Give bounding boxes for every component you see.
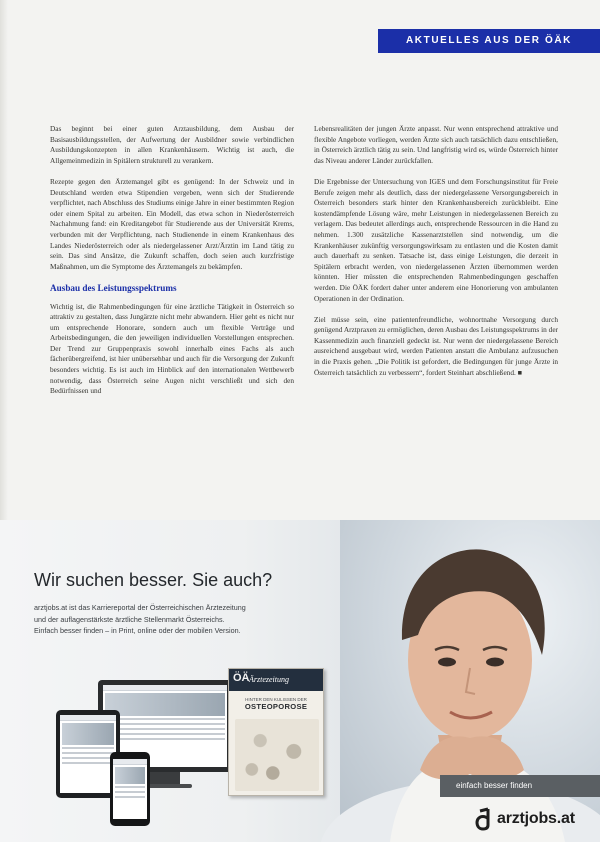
magazine-masthead [229, 669, 323, 691]
screen-text-lines [115, 786, 145, 798]
article-paragraph: Das beginnt bei einer guten Arztausbildung, dem Ausbau der Basisausbildungsstellen, der Aufwertung der Ausbildner sowie verbindlichen Ausbildungskonzepten in allen Krankenhäusern. Wichtig ist auch, die Allgemeinmedizin in Spitälern strukturell zu verankern. [50, 124, 294, 165]
arztjobs-logo-icon [474, 807, 494, 831]
monitor-stand [150, 772, 180, 784]
screen-text-lines [105, 718, 225, 740]
phone-screen [113, 759, 147, 819]
screen-hero-image [115, 767, 145, 784]
ad-body-line: arztjobs.at ist das Karriereportal der Österreichischen Ärztezeitung [34, 603, 246, 612]
arztjobs-logo [474, 805, 575, 833]
arztjobs-logo-text: arztjobs.at [497, 810, 575, 827]
ad-body-line: Einfach besser finden – in Print, online oder der mobilen Version. [34, 626, 241, 635]
section-title: AKTUELLES AUS DER ÖÄK [405, 35, 572, 46]
screen-navbar [60, 715, 116, 721]
ad-body-line: und der auflagenstärkste ärztliche Stellenmarkt Österreichs. [34, 614, 225, 624]
article-paragraph: Die Ergebnisse der Untersuchung von IGES und dem Forschungsinstitut für Freie Berufe zeigen mehr als deutlich, dass der niedergelassene Versorgungsbereich in Österreich besonders stark hinter den Krankenhausbereich zurückbleibt. Eine kostendämpfende Lösung wäre, mehr Leistungen in niedergelassenen Bereich zu verlagern. Das bedeutet allerdings auch, entsprechende Ressourcen in die Hand zu nehmen. 1.300 zusätzliche Kassenarztstellen sind notwendig, um die Krankenhäuser zukünftig versorgungswirksam zu entlasten und die Kosten damit auch dauerhaft zu senken. Tatsache ist, dass einige Leistungen, die derzeit in Spitälern erbracht werden, von niedergelassenen Ärzten übernommen werden könnten. Hier müssten die entsprechenden Rahmenbedingungen geschaffen werden. Die ÖÄK fordert daher unter anderem eine Honorierung von ambulanten Operationen in der Ordination. [314, 176, 558, 303]
section-header-bar [378, 29, 600, 53]
article-paragraph: Rezepte gegen den Ärztemangel gibt es genügend: In der Schweiz und in Deutschland werden etwa Stipendien vergeben, wenn sich der Studierende verpflichtet, nach Abschluss des Studiums einige Jahre in einer bestimmten Region oder einem Spital zu arbeiten. Ein Modell, das etwa schon in Niederösterreich Nachahmung fand: ein Kreditangebot für Studierende aus der Universität Krems, verbunden mit der Verpflichtung, nach Studienende in einem Krankenhaus des Landes Niederösterreich oder als niedergelassener Arzt/Ärztin im Land tätig zu sein. Das sind Ansätze, die Zukunft schaffen, doch seien auch kurzfristige Maßnahmen, um die Symptome des Ärztemangels zu bekämpfen. [50, 176, 294, 271]
ad-tagline-box [440, 775, 600, 797]
screen-text-lines [62, 747, 114, 764]
screen-hero-image [105, 693, 225, 716]
magazine-kicker: HINTER DEN KULISSEN DER [245, 697, 307, 702]
article-paragraph: Wichtig ist, die Rahmenbedingungen für eine ärztliche Tätigkeit in Österreich so attraktiv zu gestalten, dass Jungärzte nicht mehr abwandern. Hier geht es nicht nur um entsprechende Honorare, sondern auch um flexible Verträge und Arbeitsbedingungen, die den jeweiligen individuellen Vorstellungen entsprechen. Der Trend zur Gruppenpraxis sowohl innerhalb eines Fachs als auch fächerübergreifend, ist hier unübersehbar und auch für die Versorgung der Zukunft besonders wichtig. Es ist auch im Hinblick auf den internationalen Wettbewerb notwendig, dass Österreich seine Augen nicht verschließt und sich den Bedürfnissen und [50, 301, 294, 396]
screen-navbar [103, 685, 227, 691]
magazine-masthead-name: Ärztezeitung [249, 675, 289, 684]
article-paragraph: Lebensrealitäten der jungen Ärzte anpasst. Nur wenn entsprechend attraktive und flexible Angebote vorliegen, werden Ärzte sich auch tatsächlich dazu entschließen, in Österreich ärztlich tätig zu sein. Und langfristig wird es, würde Österreich hinter das Niveau anderer Länder zurückfallen. [314, 124, 558, 165]
arztjobs-advertisement [0, 520, 600, 842]
ad-body-text [34, 602, 324, 637]
ad-tagline: einfach besser finden [456, 781, 533, 790]
screen-hero-image [62, 723, 114, 745]
magazine-logo-icon: ÖÄ [233, 672, 250, 684]
article-column-left [50, 124, 294, 407]
article-paragraph: Ziel müsse sein, eine patientenfreundliche, wohnortnahe Versorgung durch genügend Arztpraxen zu ermöglichen, deren Ausbau des Leistungsspektrums in der Kassenmedizin auch finanziell gedeckt ist. Nur wenn der niedergelassene Bereich ausreichend ausgebaut wird, werden Patienten anstatt die Ambulanz aufzusuchen in die Praxis gehen. „Die Politik ist gefordert, die Bedingungen für junge Ärzte in Österreich tatsächlich zu verbessern“, fordert Steinhart abschließend. ■ [314, 314, 558, 377]
smartphone-mockup [110, 752, 150, 826]
tablet-screen [60, 715, 116, 793]
magazine-cover-title: OSTEOPOROSE [244, 702, 308, 711]
article-subheading: Ausbau des Leistungsspektrums [50, 282, 177, 293]
screen-navbar [113, 759, 147, 765]
magazine-cover-mockup [228, 668, 324, 796]
ad-headline: Wir suchen besser. Sie auch? [34, 570, 273, 590]
article-column-right [314, 124, 558, 389]
magazine-cover-image [235, 719, 319, 791]
